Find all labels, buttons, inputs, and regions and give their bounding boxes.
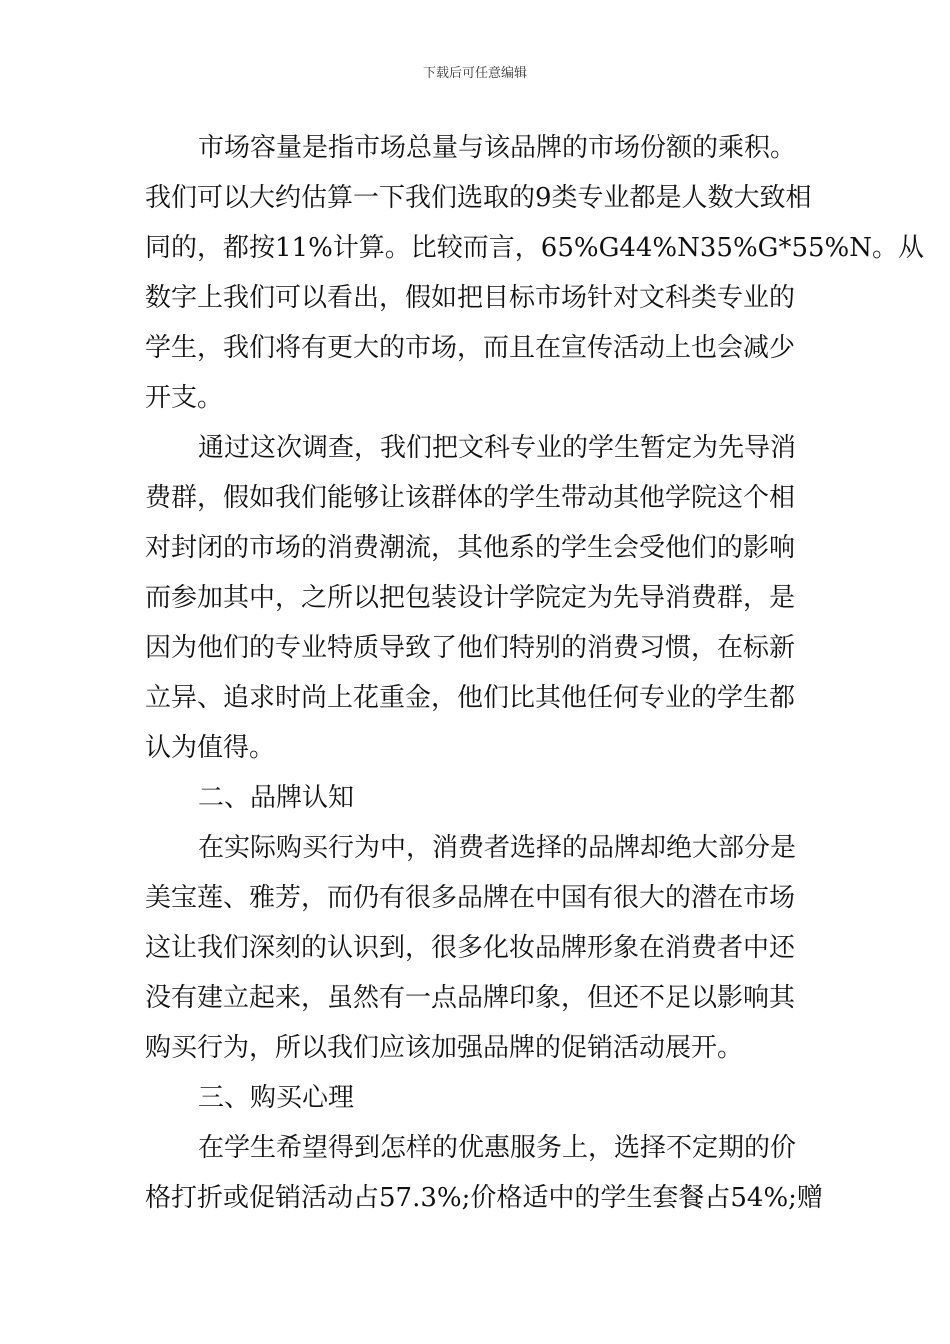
paragraph-line: 而参加其中，之所以把包装设计学院定为先导消费群，是	[145, 583, 796, 613]
paragraph-line: 数字上我们可以看出，假如把目标市场针对文科类专业的	[145, 283, 796, 313]
paragraph-line: 格打折或促销活动占57.3%;价格适中的学生套餐占54%;赠	[145, 1183, 823, 1213]
paragraph-line: 美宝莲、雅芳，而仍有很多品牌在中国有很大的潜在市场	[145, 883, 796, 913]
paragraph-line: 没有建立起来，虽然有一点品牌印象，但还不足以影响其	[145, 983, 796, 1013]
paragraph-line: 对封闭的市场的消费潮流，其他系的学生会受他们的影响	[145, 533, 796, 563]
paragraph-line: 购买行为，所以我们应该加强品牌的促销活动展开。	[145, 1033, 744, 1063]
paragraph-line: 在实际购买行为中，消费者选择的品牌却绝大部分是	[198, 833, 797, 863]
paragraph-line: 认为值得。	[145, 733, 276, 763]
paragraph-line: 这让我们深刻的认识到，很多化妆品牌形象在消费者中还	[145, 933, 796, 963]
paragraph-line: 市场容量是指市场总量与该品牌的市场份额的乘积。	[198, 133, 797, 163]
section-heading: 二、品牌认知	[198, 783, 355, 813]
section-heading: 三、购买心理	[198, 1083, 355, 1113]
paragraph-line: 立异、追求时尚上花重金，他们比其他任何专业的学生都	[145, 683, 796, 713]
paragraph-line: 开支。	[145, 383, 224, 413]
paragraph-line: 在学生希望得到怎样的优惠服务上，选择不定期的价	[198, 1133, 797, 1163]
paragraph-line: 因为他们的专业特质导致了他们特别的消费习惯，在标新	[145, 633, 796, 663]
paragraph-line: 我们可以大约估算一下我们选取的9类专业都是人数大致相	[145, 183, 812, 213]
page-header: 下载后可任意编辑	[422, 66, 527, 81]
paragraph-line: 同的，都按11%计算。比较而言，65%G44%N35%G*55%N。从	[145, 233, 924, 263]
paragraph-line: 学生，我们将有更大的市场，而且在宣传活动上也会减少	[145, 333, 796, 363]
document-body	[145, 123, 924, 1223]
paragraph-line: 通过这次调查，我们把文科专业的学生暂定为先导消	[198, 433, 797, 463]
paragraph-line: 费群，假如我们能够让该群体的学生带动其他学院这个相	[145, 483, 796, 513]
